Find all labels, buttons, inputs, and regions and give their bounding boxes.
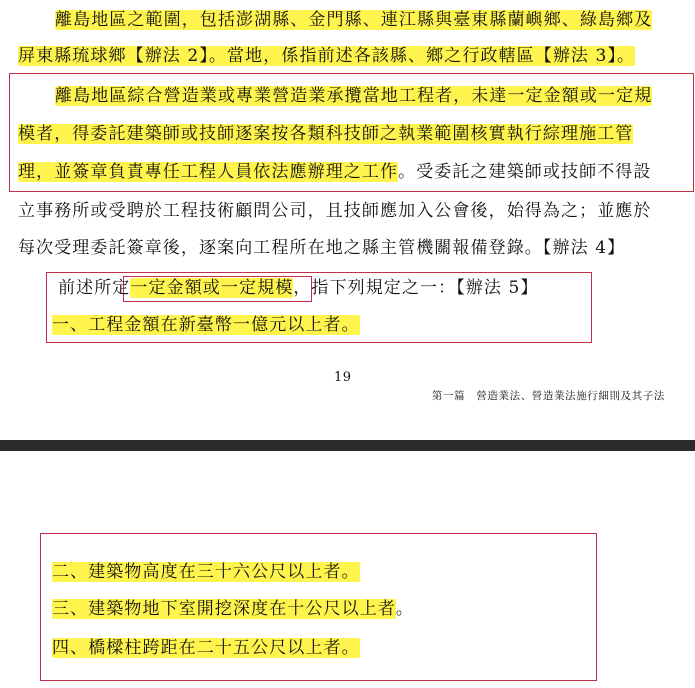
paragraph-3-suffix: ，指下列規定之一：【辦法 5】 <box>293 278 539 298</box>
paragraph-1-line-2 <box>18 45 635 67</box>
page-number: 19 <box>334 370 352 385</box>
list-item-2 <box>52 561 360 583</box>
highlight: 理，並簽章負責專任工程人員依法應辦理之工作 <box>18 162 399 182</box>
paragraph-2-line-4: 立事務所或受聘於工程技術顧問公司，且技師應加入公會後，始得為之；並應於 <box>18 201 652 221</box>
highlight: 屏東縣琉球鄉【辦法 2】。當地，係指前述各該縣、鄉之行政轄區【辦法 3】。 <box>18 46 636 66</box>
paragraph-2-line-3-rest: 。受委託之建築師或技師不得設 <box>398 162 652 182</box>
paragraph-2-line-2 <box>18 123 633 145</box>
paragraph-3-line <box>58 277 539 299</box>
list-item-3-end: 。 <box>395 599 415 619</box>
highlight: 離島地區綜合營造業或專業營造業承攬當地工程者，未達一定金額或一定規 <box>55 86 653 106</box>
highlight: 離島地區之範圍，包括澎湖縣、金門縣、連江縣與臺東縣蘭嶼鄉、綠島鄉及 <box>55 10 653 30</box>
paragraph-3-prefix: 前述所定 <box>58 278 131 298</box>
list-item-4 <box>52 637 360 659</box>
highlight: 四、橋樑柱跨距在二十五公尺以上者。 <box>52 638 360 658</box>
running-header: 第一篇 營造業法、營造業法施行細則及其子法 <box>431 390 665 402</box>
highlight: 模者，得委託建築師或技師逐案按各類科技師之執業範圍核實執行綜理施工管 <box>18 124 634 144</box>
highlight: 二、建築物高度在三十六公尺以上者。 <box>52 562 360 582</box>
paragraph-1-line-1 <box>55 9 652 31</box>
highlight: 一、工程金額在新臺幣一億元以上者。 <box>52 315 360 335</box>
highlight-term: 一定金額或一定規模 <box>130 278 294 298</box>
paragraph-2-line-3 <box>18 161 652 183</box>
document-page-bottom <box>0 451 695 688</box>
page-separator <box>0 440 695 451</box>
paragraph-2-line-5: 每次受理委託簽章後，逐案向工程所在地之縣主管機關報備登錄。【辦法 4】 <box>18 238 626 258</box>
paragraph-2-line-1 <box>55 85 652 107</box>
list-item-3 <box>52 598 414 620</box>
highlight: 三、建築物地下室開挖深度在十公尺以上者 <box>52 599 396 619</box>
list-item-1 <box>52 314 360 336</box>
